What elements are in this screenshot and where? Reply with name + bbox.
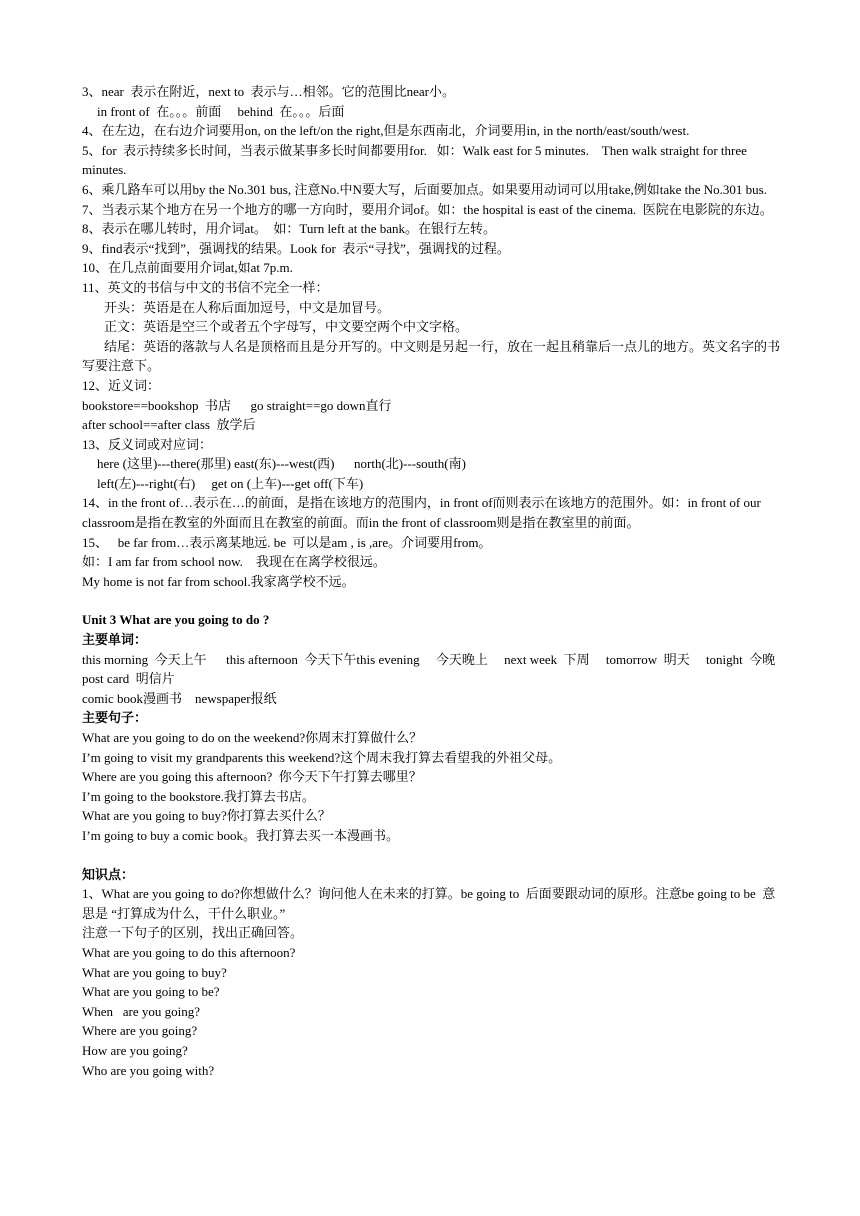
note-15-example-1: 如：I am far from school now. 我现在在离学校很远。 bbox=[82, 554, 386, 570]
note-7: 7、当表示某个地方在另一个地方的哪一方向时，要用介词of。如：the hospital is east of the cinema. 医院在电影院的东边。 bbox=[82, 201, 773, 217]
synonym-line-1: bookstore==bookshop 书店 go straight==go down直行 bbox=[82, 397, 392, 413]
question-2: What are you going to buy? bbox=[82, 964, 227, 980]
note-8: 8、表示在哪儿转时，用介词at。 如：Turn left at the bank。在银行左转。 bbox=[82, 221, 497, 237]
note-10: 10、在几点前面要用介词at,如at 7p.m. bbox=[82, 260, 293, 276]
question-7: Who are you going with? bbox=[82, 1062, 215, 1078]
sentence-2: I’m going to visit my grandparents this weekend?这个周末我打算去看望我的外祖父母。 bbox=[82, 749, 562, 765]
note-3: 3、near 表示在附近，next to 表示与…相邻。它的范围比near小。 bbox=[82, 84, 455, 99]
synonym-line-2: after school==after class 放学后 bbox=[82, 417, 256, 433]
note-12: 12、近义词： bbox=[82, 377, 161, 393]
note-5: 5、for 表示持续多长时间，当表示做某事多长时间都要用for. 如：Walk east for 5 minutes. Then walk straight for three minutes. bbox=[82, 142, 751, 178]
letter-ending: 结尾：英语的落款与人名是顶格而且是分开写的。中文则是另起一行，放在一起且稍靠后一点儿的地方。英文名字的书写要注意下。 bbox=[82, 338, 781, 374]
words-heading: 主要单词： bbox=[82, 632, 148, 648]
antonym-line-2: left(左)---right(右) get on (上车)---get off(下车) bbox=[97, 475, 364, 491]
document-page bbox=[82, 82, 782, 1080]
knowledge-note: 注意一下句子的区别，找出正确回答。 bbox=[82, 925, 304, 941]
knowledge-1: 1、What are you going to do?你想做什么？询问他人在未来的打算。be going to 后面要跟动词的原形。注意be going to be 意思是 “打算成为什么，干什么职业。” bbox=[82, 886, 776, 921]
sentences-heading: 主要句子： bbox=[82, 710, 148, 726]
sentence-5: What are you going to buy?你打算去买什么？ bbox=[82, 808, 331, 824]
note-13: 13、反义词或对应词： bbox=[82, 436, 213, 452]
spacer bbox=[82, 846, 782, 865]
sentence-3: Where are you going this afternoon? 你今天下午打算去哪里？ bbox=[82, 769, 422, 785]
letter-opening: 开头：英语是在人称后面加逗号，中文是加冒号。 bbox=[104, 299, 391, 315]
note-4: 4、在左边，在右边介词要用on, on the left/on the right,但是东西南北，介词要用in, in the north/east/south/west. bbox=[82, 123, 690, 139]
note-6: 6、乘几路车可以用by the No.301 bus, 注意No.中N要大写，后面要加点。如果要用动词可以用take,例如take the No.301 bus. bbox=[82, 181, 767, 197]
note-15: 15、 be far from…表示离某地远. be 可以是am , is ,are。介词要用from。 bbox=[82, 534, 492, 550]
antonym-line-1: here (这里)---there(那里) east(东)---west(西) north(北)---south(南) bbox=[97, 456, 466, 472]
sentence-6: I’m going to buy a comic book。我打算去买一本漫画书。 bbox=[82, 827, 400, 843]
note-9: 9、find表示“找到”，强调找的结果。Look for 表示“寻找”，强调找的过程。 bbox=[82, 240, 510, 256]
note-3-sub: in front of 在。。。前面 behind 在。。。后面 bbox=[97, 103, 345, 119]
letter-body: 正文：英语是空三个或者五个字母写，中文要空两个中文字格。 bbox=[104, 319, 469, 335]
unit-title: Unit 3 What are you going to do ? bbox=[82, 612, 270, 628]
note-14: 14、in the front of…表示在…的前面，是指在该地方的范围内，in front of而则表示在该地方的范围外。如：in front of our classroom是指在教室的外面而且在教室的前面。而in the front of classroom则是指在教室里的前面。 bbox=[82, 495, 765, 531]
words-line-1: this morning 今天上午 this afternoon 今天下午this evening 今天晚上 next week 下周 tomorrow 明天 tonight 今晚post card 明信片 bbox=[82, 651, 776, 687]
sentence-4: I’m going to the bookstore.我打算去书店。 bbox=[82, 788, 315, 804]
question-4: When are you going? bbox=[82, 1003, 201, 1019]
knowledge-heading: 知识点： bbox=[82, 866, 135, 882]
spacer bbox=[82, 591, 782, 610]
sentence-1: What are you going to do on the weekend?你周末打算做什么？ bbox=[82, 730, 423, 745]
question-3: What are you going to be? bbox=[82, 984, 220, 1000]
question-1: What are you going to do this afternoon? bbox=[82, 944, 296, 960]
words-line-2: comic book漫画书 newspaper报纸 bbox=[82, 690, 277, 706]
question-5: Where are you going? bbox=[82, 1023, 198, 1039]
question-6: How are you going? bbox=[82, 1042, 188, 1058]
note-11: 11、英文的书信与中文的书信不完全一样： bbox=[82, 279, 329, 295]
note-15-example-2: My home is not far from school.我家离学校不远。 bbox=[82, 573, 355, 589]
